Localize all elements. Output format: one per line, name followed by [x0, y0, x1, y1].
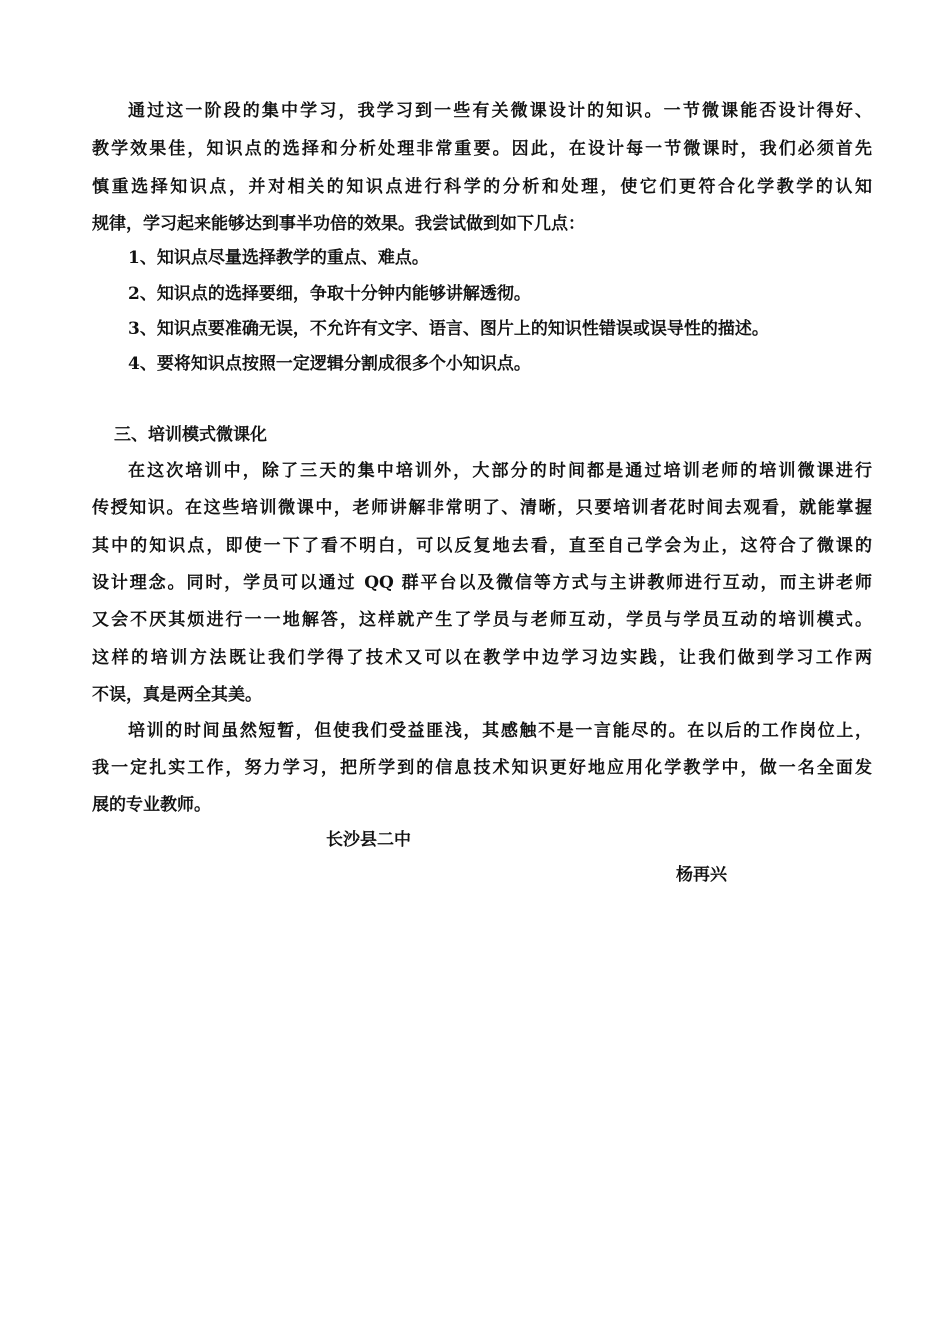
closing-line-2: 我一定扎实工作，努力学习，把所学到的信息技术知识更好地应用化学教学中，做一名全面发	[92, 758, 872, 778]
list-item-2: 2、知识点的选择要细，争取十分钟内能够讲解透彻。	[128, 284, 531, 304]
signature-school: 长沙县二中	[326, 830, 411, 850]
list-item-1: 1、知识点尽量选择教学的重点、难点。	[128, 248, 429, 268]
signature-name: 杨再兴	[676, 865, 727, 885]
section3-line-4: 设计理念。同时，学员可以通过 QQ 群平台以及微信等方式与主讲教师进行互动，而主讲老师	[92, 573, 872, 593]
paragraph1-line-2: 教学效果佳，知识点的选择和分析处理非常重要。因此，在设计每一节微课时，我们必须首先	[92, 139, 872, 159]
section3-heading: 三、培训模式微课化	[114, 425, 267, 445]
paragraph1-line-3: 慎重选择知识点，并对相关的知识点进行科学的分析和处理，使它们更符合化学教学的认知	[92, 177, 872, 197]
section3-line-7: 不误，真是两全其美。	[92, 685, 262, 705]
list-item-4: 4、要将知识点按照一定逻辑分割成很多个小知识点。	[128, 354, 531, 374]
section3-line-6: 这样的培训方法既让我们学得了技术又可以在教学中边学习边实践，让我们做到学习工作两	[92, 648, 872, 668]
section3-line-5: 又会不厌其烦进行一一地解答，这样就产生了学员与老师互动，学员与学员互动的培训模式。	[92, 610, 872, 630]
section3-line-2: 传授知识。在这些培训微课中，老师讲解非常明了、清晰，只要培训者花时间去观看，就能掌握	[92, 498, 872, 518]
closing-line-1: 培训的时间虽然短暂，但使我们受益匪浅，其感触不是一言能尽的。在以后的工作岗位上，	[128, 721, 872, 741]
paragraph1-line-1: 通过这一阶段的集中学习，我学习到一些有关微课设计的知识。一节微课能否设计得好、	[128, 101, 872, 121]
section3-line-1: 在这次培训中，除了三天的集中培训外，大部分的时间都是通过培训老师的培训微课进行	[128, 461, 872, 481]
closing-line-3: 展的专业教师。	[92, 795, 211, 815]
list-item-3: 3、知识点要准确无误，不允许有文字、语言、图片上的知识性错误或误导性的描述。	[128, 319, 769, 339]
paragraph1-line-4: 规律，学习起来能够达到事半功倍的效果。我尝试做到如下几点：	[92, 214, 585, 234]
section3-line-3: 其中的知识点，即使一下了看不明白，可以反复地去看，直至自己学会为止，这符合了微课的	[92, 536, 872, 556]
